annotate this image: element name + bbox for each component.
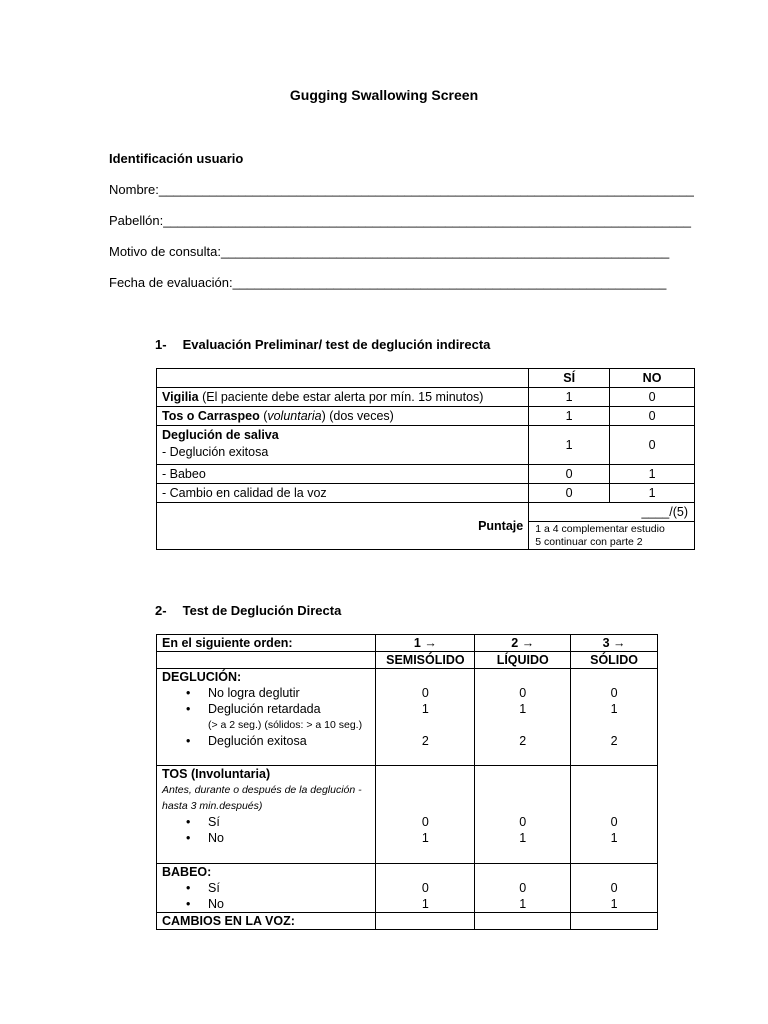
field-nombre: Nombre:__________________________________________________________________________ [109, 182, 694, 197]
step-2: 2 → [475, 635, 571, 652]
table-header-row [157, 369, 695, 388]
list-item: • No [162, 896, 370, 912]
cell-value: 1 [529, 407, 610, 426]
list-item: • No logra deglutir [162, 685, 370, 701]
row-label-voz: - Cambio en calidad de la voz [157, 484, 529, 503]
tos-note: Antes, durante o después de la deglución - hasta 3 min.después) [162, 784, 362, 812]
table-row [157, 465, 695, 484]
order-row [157, 635, 658, 652]
consistency-row [157, 652, 658, 669]
cell-values: 0 1 2 [571, 669, 658, 766]
field-fecha: Fecha de evaluación:____________________________________________________________ [109, 275, 667, 290]
section1-title: Evaluación Preliminar/ test de deglución indirecta [182, 337, 491, 352]
cell-value: 0 [529, 484, 610, 503]
deglucion-heading: DEGLUCIÓN: [162, 670, 242, 684]
babeo-heading: BABEO: [162, 865, 212, 879]
col-header-no: NO [610, 369, 695, 388]
row-label-babeo: - Babeo [157, 465, 529, 484]
table-row [157, 388, 695, 407]
tos-label [157, 766, 376, 864]
cell-values: 0 1 [571, 766, 658, 864]
deglucion-note: (> a 2 seg.) (sólidos: > a 10 seg.) [208, 719, 363, 731]
voz-heading: CAMBIOS EN LA VOZ: [157, 913, 376, 930]
puntaje-label: Puntaje [157, 503, 529, 550]
table-row [157, 913, 658, 930]
babeo-label [157, 864, 376, 913]
deglucion-label [157, 669, 376, 766]
list-item: • Sí [162, 880, 370, 896]
cell-value: 1 [529, 426, 610, 465]
cell-value: 0 [610, 388, 695, 407]
section2-heading [155, 603, 341, 618]
step-3: 3 → [571, 635, 658, 652]
list-item: • Deglución retardada (> a 2 seg.) (sólidos: > a 10 seg.) [162, 701, 370, 733]
cell-values: 0 1 [376, 864, 475, 913]
cell-values: 0 1 2 [475, 669, 571, 766]
list-item: • No [162, 830, 370, 846]
table-row [157, 864, 658, 913]
cell-value: 0 [610, 426, 695, 465]
direct-test-table [156, 634, 658, 930]
cell-values: 0 1 2 [376, 669, 475, 766]
cell-values: 0 1 [475, 766, 571, 864]
table-row [157, 766, 658, 864]
cell-value: 0 [529, 465, 610, 484]
puntaje-note-1: 1 a 4 complementar estudio [535, 523, 665, 535]
table-row [157, 669, 658, 766]
section2-number: 2- [155, 603, 167, 618]
cell-value: 1 [529, 388, 610, 407]
row-label-tos: Tos o Carraspeo (voluntaria) (dos veces) [157, 407, 529, 426]
list-item: • Sí [162, 814, 370, 830]
list-item: • Deglución exitosa [162, 733, 370, 749]
cell-value: 1 [610, 465, 695, 484]
row-label-saliva: Deglución de saliva - Deglución exitosa [157, 426, 529, 465]
cell-values: 0 1 [571, 864, 658, 913]
cell-value: 1 [610, 484, 695, 503]
puntaje-note-2: 5 continuar con parte 2 [535, 536, 643, 548]
puntaje-score: ____/(5) [641, 505, 688, 519]
step-1: 1 → [376, 635, 475, 652]
tos-heading: TOS (Involuntaria) [162, 767, 271, 781]
section1-heading [155, 337, 490, 352]
table-row [157, 407, 695, 426]
cell-value: 0 [610, 407, 695, 426]
page-title: Gugging Swallowing Screen [289, 87, 479, 103]
order-label: En el siguiente orden: [157, 635, 376, 652]
col-header-semisolido: SEMISÓLIDO [376, 652, 475, 669]
preliminary-table [156, 368, 695, 550]
field-motivo: Motivo de consulta:______________________________________________________________ [109, 244, 670, 259]
cell-values: 0 1 [475, 864, 571, 913]
identification-heading: Identificación usuario [109, 151, 244, 166]
row-label-vigilia: Vigilia (El paciente debe estar alerta por mín. 15 minutos) [157, 388, 529, 407]
table-row [157, 426, 695, 465]
col-header-solido: SÓLIDO [571, 652, 658, 669]
section2-title: Test de Deglución Directa [182, 603, 342, 618]
puntaje-row [157, 503, 695, 550]
table-row [157, 484, 695, 503]
col-header-liquido: LÍQUIDO [475, 652, 571, 669]
field-pabellon: Pabellón:_________________________________________________________________________ [109, 213, 691, 228]
cell-values: 0 1 [376, 766, 475, 864]
puntaje-cell [529, 503, 695, 550]
col-header-yes: SÍ [529, 369, 610, 388]
section1-number: 1- [155, 337, 167, 352]
